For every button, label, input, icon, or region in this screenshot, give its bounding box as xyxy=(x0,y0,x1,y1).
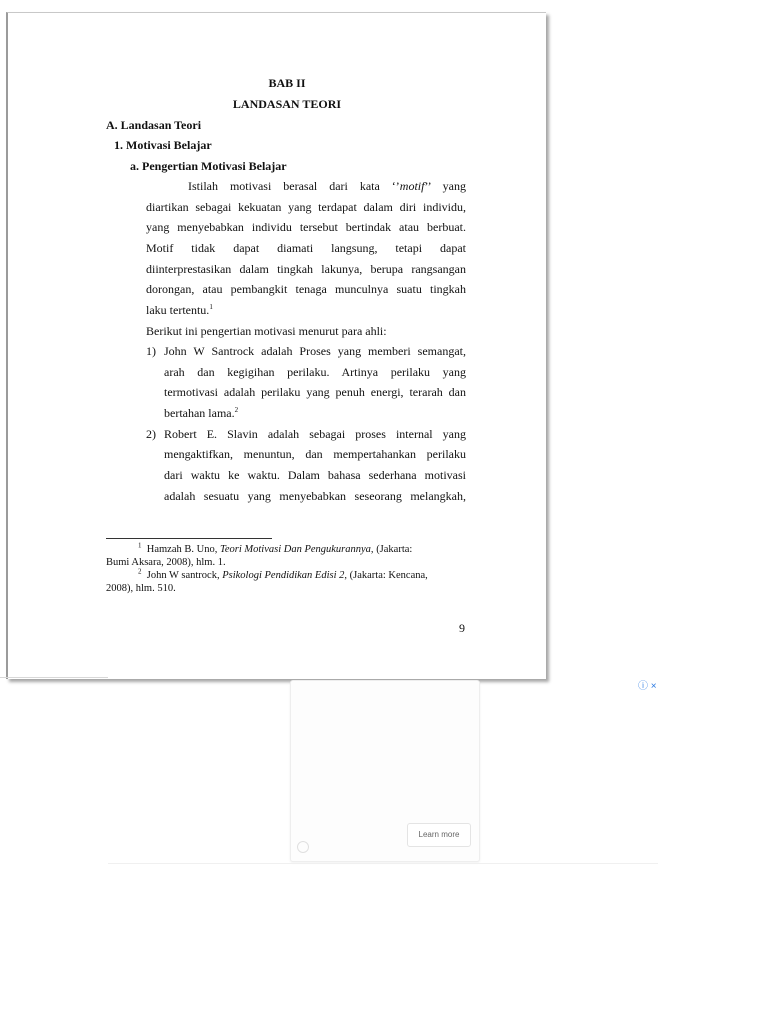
ad-logo-icon xyxy=(297,841,309,853)
paragraph-line: laku tertentu.$^1$ xyxy=(146,303,213,317)
paragraph-line: yang menyebabkan individu tersebut bertindak atau berbuat. xyxy=(146,220,466,234)
list-item-line: Robert E. Slavin adalah sebagai proses internal yang xyxy=(164,427,466,441)
list-item-line: termotivasi adalah perilaku yang penuh energi, terarah dan xyxy=(164,385,466,399)
footnote-ref: 2 xyxy=(234,406,239,414)
paragraph-line: diartikan sebagai kekuatan yang terdapat dalam diri individu, xyxy=(146,200,466,214)
subsection-heading: 1. Motivasi Belajar xyxy=(114,138,212,152)
paragraph-line: Istilah motivasi berasal dari kata ‘’motif’’ yang xyxy=(188,179,466,193)
section-heading: A. Landasan Teori xyxy=(106,118,202,132)
learn-more-button[interactable]: Learn more xyxy=(407,823,471,847)
list-item-line: mengaktifkan, menuntun, dan mempertahankan perilaku xyxy=(164,447,466,461)
ad-choices[interactable] xyxy=(638,677,657,692)
paragraph-line: diinterprestasikan dalam tingkah lakunya, berupa rangsangan xyxy=(146,262,466,276)
chapter-heading: BAB II xyxy=(268,76,306,90)
list-item-line: arah dan kegigihan perilaku. Artinya perilaku yang xyxy=(164,365,466,379)
close-icon[interactable]: × xyxy=(650,681,657,692)
footnote-1: $^1$ Hamzah B. Uno, Teori Motivasi Dan Pengukurannya, (Jakarta: xyxy=(138,541,413,555)
list-item-line: dari waktu ke waktu. Dalam bahasa sederhana motivasi xyxy=(164,468,466,482)
subsubsection-heading: a. Pengertian Motivasi Belajar xyxy=(130,159,287,173)
footnote-ref: 1 xyxy=(209,303,213,311)
list-item-line: John W Santrock adalah Proses yang memberi semangat, xyxy=(164,344,466,358)
list-number: 2) xyxy=(146,427,156,441)
divider xyxy=(0,677,108,678)
list-item-line: bertahan lama.$^2$ xyxy=(164,406,239,420)
chapter-title: LANDASAN TEORI xyxy=(232,97,342,111)
paragraph-line: Motif tidak dapat diamati langsung, tetapi dapat xyxy=(146,241,466,255)
list-intro: Berikut ini pengertian motivasi menurut para ahli: xyxy=(146,324,387,338)
paragraph-line: dorongan, atau pembangkit tenaga munculnya suatu tingkah xyxy=(146,282,466,296)
page-number: 9 xyxy=(459,621,465,635)
footnote-1-cont: Bumi Aksara, 2008), hlm. 1. xyxy=(106,557,226,568)
advertisement[interactable] xyxy=(290,680,480,862)
footnote-2: $^2$ John W santrock, Psikologi Pendidikan Edisi 2, (Jakarta: Kencana, xyxy=(138,567,428,581)
ad-divider xyxy=(108,863,658,864)
document-page xyxy=(6,12,546,679)
footnote-separator xyxy=(106,538,272,539)
footnote-2-cont: 2008), hlm. 510. xyxy=(106,583,176,594)
info-icon[interactable]: ⓘ xyxy=(638,681,648,692)
list-item-line: adalah sesuatu yang menyebabkan seseorang melangkah, xyxy=(164,489,466,503)
list-number: 1) xyxy=(146,344,156,358)
